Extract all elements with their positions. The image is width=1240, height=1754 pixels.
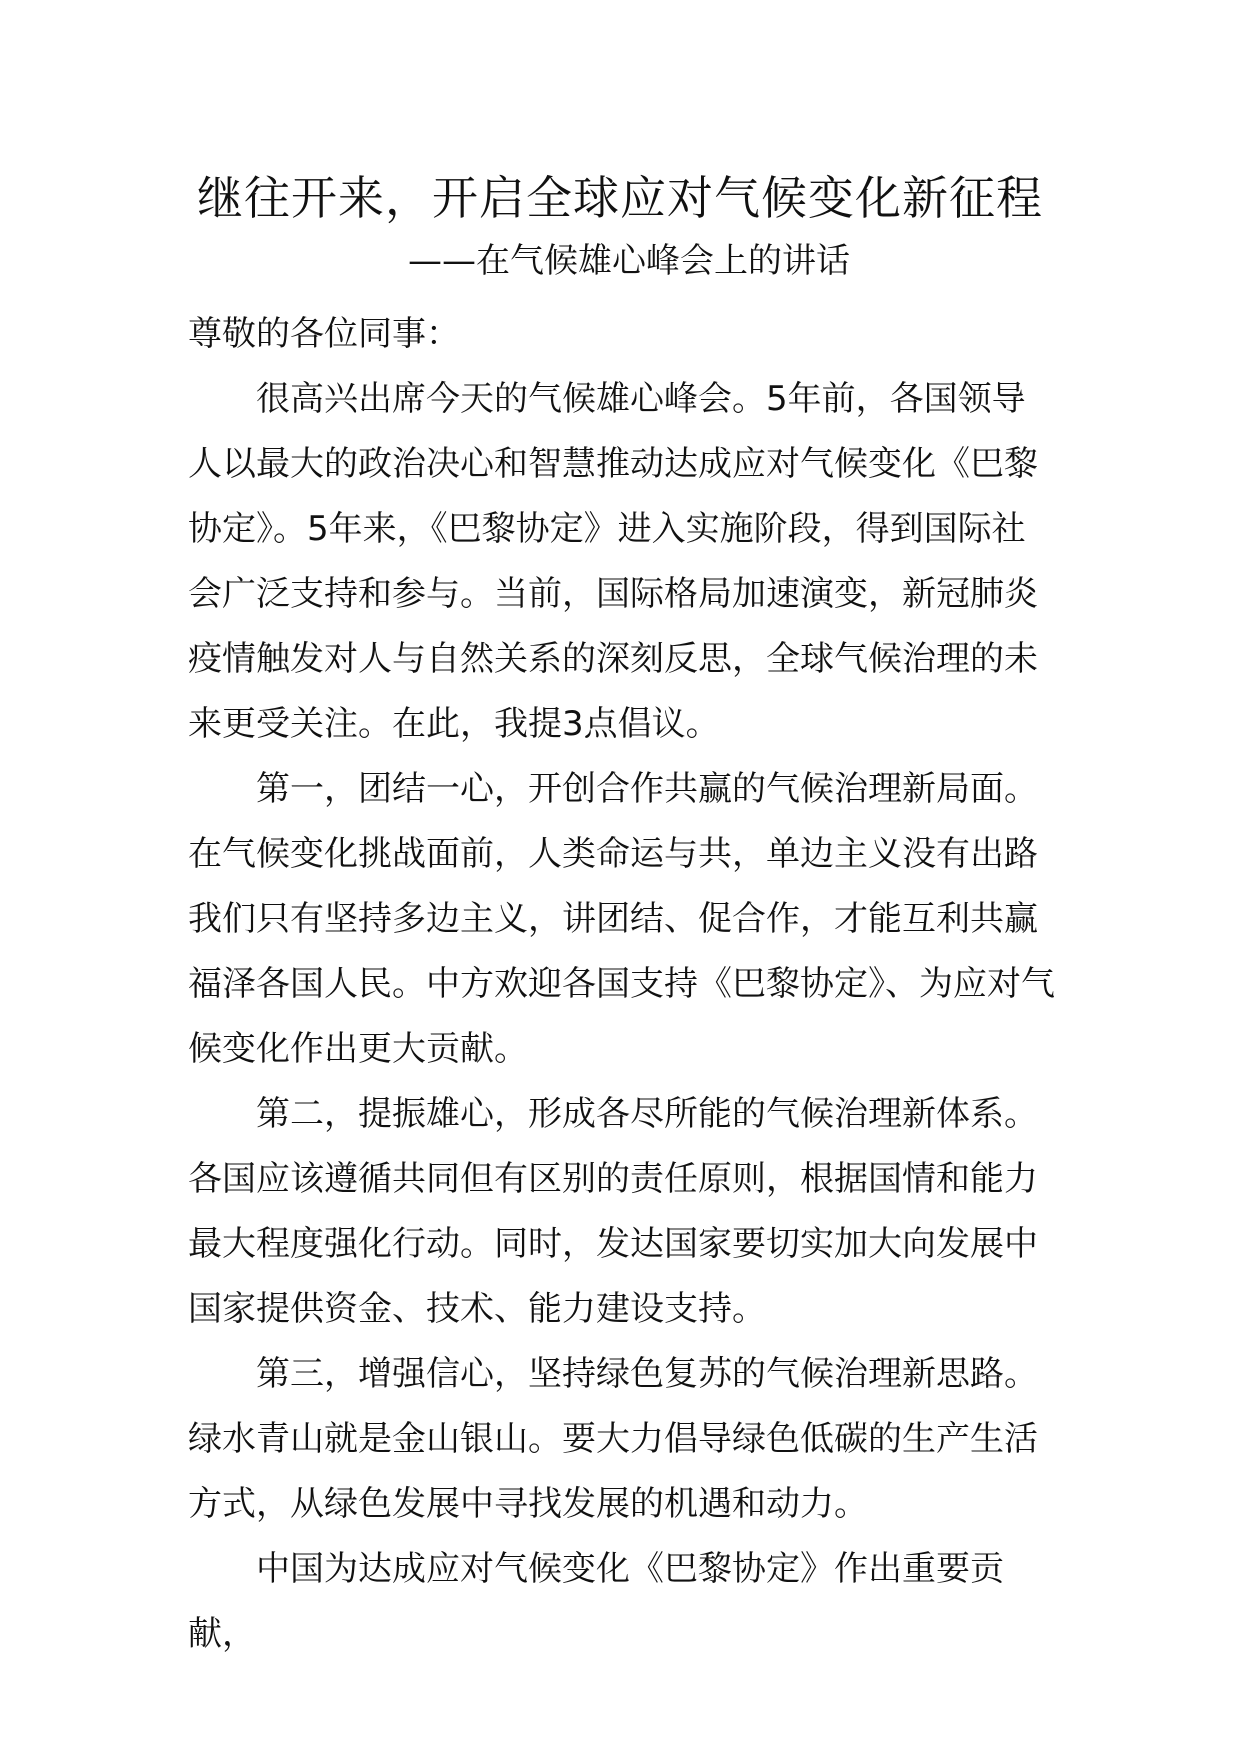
paragraph: 中国为达成应对气候变化《巴黎协定》作出重要贡献， — [188, 1549, 1004, 1654]
paragraph: 第三，增强信心，坚持绿色复苏的气候治理新思路。绿水青山就是金山银山。要大力倡导绿色低碳的生产生活方式，从绿色发展中寻找发展的机遇和动力。 — [188, 1354, 1038, 1524]
paragraph: 很高兴出席今天的气候雄心峰会。5年前，各国领导人以最大的政治决心和智慧推动达成应对气候变化《巴黎协定》。5年来，《巴黎协定》进入实施阶段，得到国际社会广泛支持和参与。当前，国际格局加速演变，新冠肺炎疫情触发对人与自然关系的深刻反思，全球气候治理的未来更受关注。在此，我提3点倡议。 — [188, 379, 1038, 744]
document-title: 继往开来，开启全球应对气候变化新征程 — [197, 171, 1043, 225]
salutation: 尊敬的各位同事： — [188, 314, 460, 354]
document-subtitle: ——在气候雄心峰会上的讲话 — [408, 241, 850, 281]
document-body — [188, 302, 1058, 1667]
paragraph: 第二，提振雄心，形成各尽所能的气候治理新体系。各国应该遵循共同但有区别的责任原则，根据国情和能力最大程度强化行动。同时，发达国家要切实加大向发展中国家提供资金、技术、能力建设支持。 — [188, 1094, 1038, 1329]
paragraph: 第一，团结一心，开创合作共赢的气候治理新局面。在气候变化挑战面前，人类命运与共，单边主义没有出路我们只有坚持多边主义，讲团结、促合作，才能互利共赢福泽各国人民。中方欢迎各国支持《巴黎协定》、为应对气候变化作出更大贡献。 — [188, 769, 1055, 1069]
